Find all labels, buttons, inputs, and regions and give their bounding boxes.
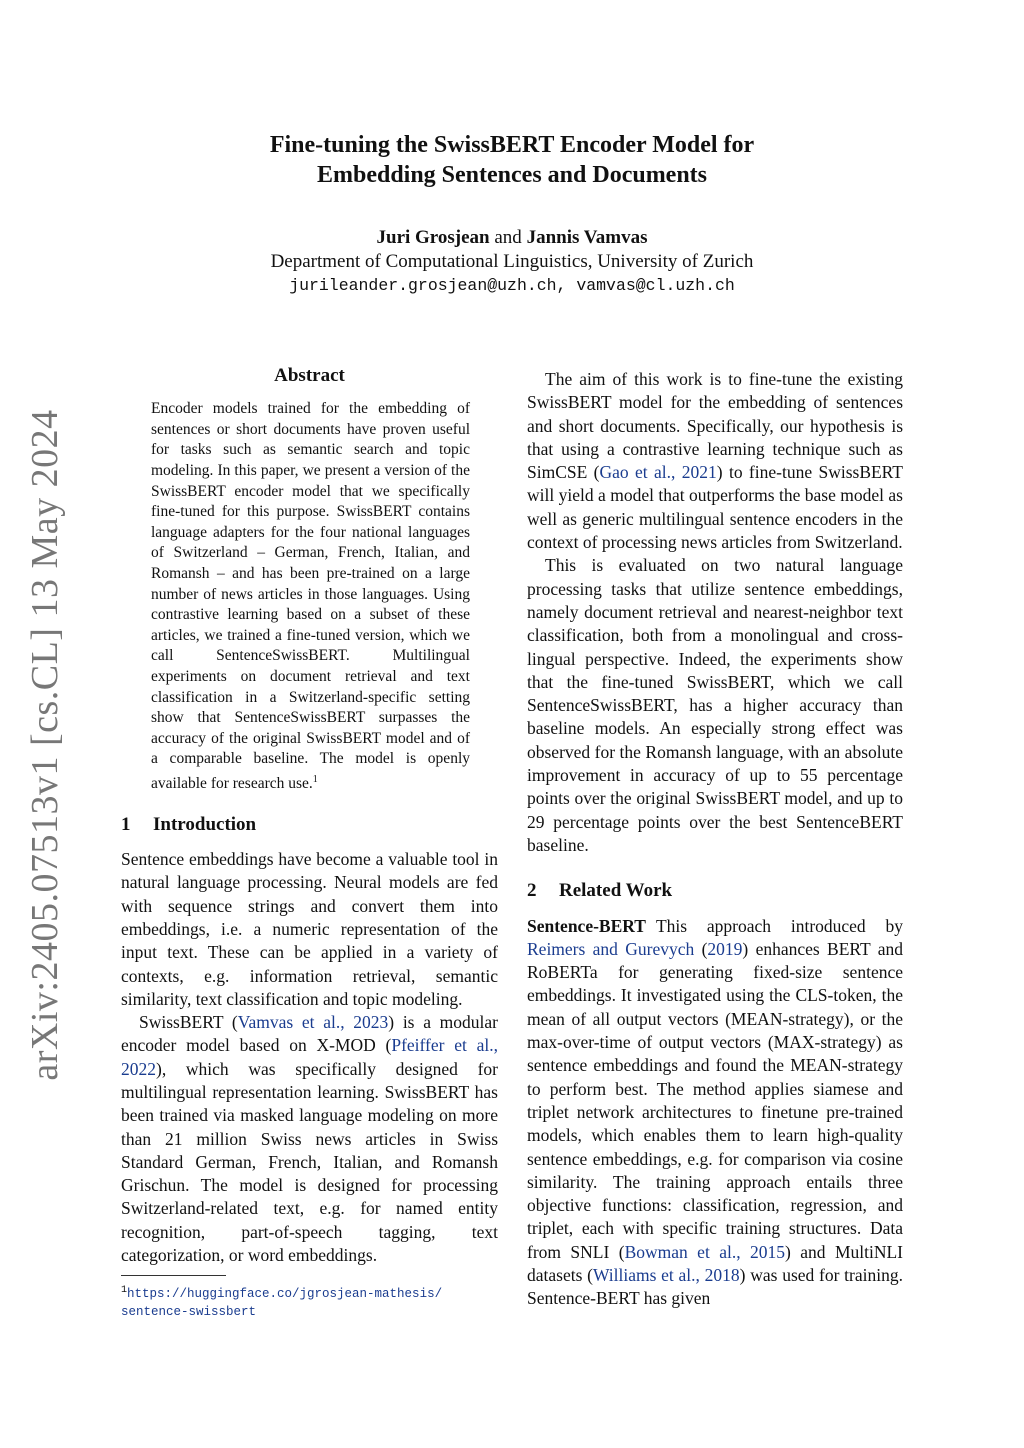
footnote-divider: [121, 1275, 226, 1276]
footnote-url-line-2[interactable]: sentence-swissbert: [121, 1304, 257, 1319]
intro-paragraph-2: SwissBERT (Vamvas et al., 2023) is a modular encoder model based on X-MOD (Pfeiffer et al., 2022), which was specifically designed for multilingual representation learning. SwissBERT has been trained via masked language modeling on more than 21 million Swiss news articles in Swiss Standard German, French, Italian, and Romansh Grischun. The model is designed for processing Switzerland-related text, e.g. for named entity recognition, part-of-speech tagging, text categorization, or word embeddings.: [121, 1012, 498, 1266]
section-number: 2: [527, 880, 537, 902]
author-emails: jurileander.grosjean@uzh.ch, vamvas@cl.uzh.ch: [289, 276, 735, 295]
citation-link[interactable]: Gao et al., 2021: [599, 462, 717, 483]
left-column: [121, 364, 498, 1321]
intro-paragraph-4: This is evaluated on two natural language processing tasks that utilize sentence embeddings, namely document retrieval and nearest-neighbor text classification, both from a monolingual and cross-lingual perspective. Indeed, the experiments show that the fine-tuned SwissBERT, which we call SentenceSwissBERT, has a higher accuracy than baseline models. An especially strong effect was observed for the Romansh language, with an absolute improvement in accuracy of up to 55 percentage points over the original SwissBERT model, and up to 29 percentage points over the best SentenceBERT baseline.: [527, 555, 903, 855]
affiliation: Department of Computational Linguistics, University of Zurich: [270, 251, 754, 272]
intro-paragraph-1: Sentence embeddings have become a valuable tool in natural language processing. Neural models are fed with sequence strings and convert them into embeddings, i.e. a numeric representation of the input text. These can be applied in a variety of contexts, e.g. information retrieval, semantic similarity, text classification and topic modeling.: [121, 849, 498, 1009]
author-block: [0, 226, 1024, 298]
section-number: 1: [121, 813, 131, 835]
section-title: Introduction: [153, 813, 257, 835]
citation-link[interactable]: Pfeiffer et al., 2022: [121, 1035, 498, 1079]
section-heading-introduction: [121, 813, 498, 836]
section-heading-related-work: [527, 879, 903, 902]
title-line-1: Fine-tuning the SwissBERT Encoder Model for: [269, 132, 755, 158]
citation-link[interactable]: Reimers and Gurevych: [527, 938, 695, 959]
abstract-text: Encoder models trained for the embedding of sentences or short documents have proven useful for tasks such as semantic search and topic modeling. In this paper, we present a version of the SwissBERT encoder model that we specifically fine-tuned for this purpose. SwissBERT contains language adapters for the four national languages of Switzerland – German, French, Italian, and Romansh – and has been pre-trained on a large number of news articles in those languages. Using contrastive learning based on a subset of these articles, we trained a fine-tuned version, which we call SentenceSwissBERT. Multilingual experiments on document retrieval and text classification in a Switzerland-specific setting show that SentenceSwissBERT surpasses the accuracy of the original SwissBERT model and of a comparable baseline. The model is openly available for research use.: [151, 400, 470, 793]
title-line-2: Embedding Sentences and Documents: [316, 162, 708, 188]
author-conjunction: and: [494, 227, 522, 248]
citation-link[interactable]: Williams et al., 2018: [592, 1264, 740, 1285]
footnote-url-line-1[interactable]: https://huggingface.co/jgrosjean-mathesis/: [127, 1287, 443, 1302]
run-in-heading: Sentence-BERT: [527, 915, 646, 936]
footnote-marker[interactable]: 1: [312, 773, 318, 785]
paper-title: [0, 130, 1024, 190]
right-column: [527, 368, 903, 1311]
footnote-number: 1: [121, 1285, 128, 1297]
intro-paragraph-3: The aim of this work is to fine-tune the existing SwissBERT model for the embedding of sentences and short documents. Specifically, our hypothesis is that using a contrastive learning technique such as SimCSE (Gao et al., 2021) to fine-tune SwissBERT will yield a model that outperforms the base model as well as generic multilingual sentence encoders in the context of processing news articles from Switzerland.: [527, 369, 903, 553]
author-1: Juri Grosjean: [376, 227, 490, 248]
abstract-body: [151, 399, 470, 794]
related-paragraph-1: Sentence-BERT This approach introduced by Reimers and Gurevych (2019) enhances BERT and RoBERTa for generating fixed-size sentence embeddings. It investigated using the CLS-token, the mean of all output vectors (MEAN-strategy), or the max-over-time of output vectors (MAX-strategy) as sentence embeddings and found the MEAN-strategy to perform best. The method applies siamese and triplet network architectures to finetune pre-trained models, which enables them to learn high-quality sentence embeddings, e.g. for comparison via cosine similarity. The training approach entails three objective functions: classification, regression, and triplet, each with specific training structures. Data from SNLI (Bowman et al., 2015) and MultiNLI datasets (Williams et al., 2018) was used for training. Sentence-BERT has given: [527, 915, 904, 1309]
arxiv-stamp: arXiv:2405.07513v1 [cs.CL] 13 May 2024: [24, 409, 66, 1081]
abstract-heading: Abstract: [274, 365, 345, 386]
author-2: Jannis Vamvas: [526, 227, 648, 248]
citation-link[interactable]: Vamvas et al., 2023: [237, 1012, 389, 1033]
section-title: Related Work: [559, 880, 673, 902]
footnote: [121, 1282, 498, 1320]
citation-link[interactable]: Bowman et al., 2015: [624, 1241, 786, 1262]
citation-link[interactable]: 2019: [707, 938, 743, 959]
